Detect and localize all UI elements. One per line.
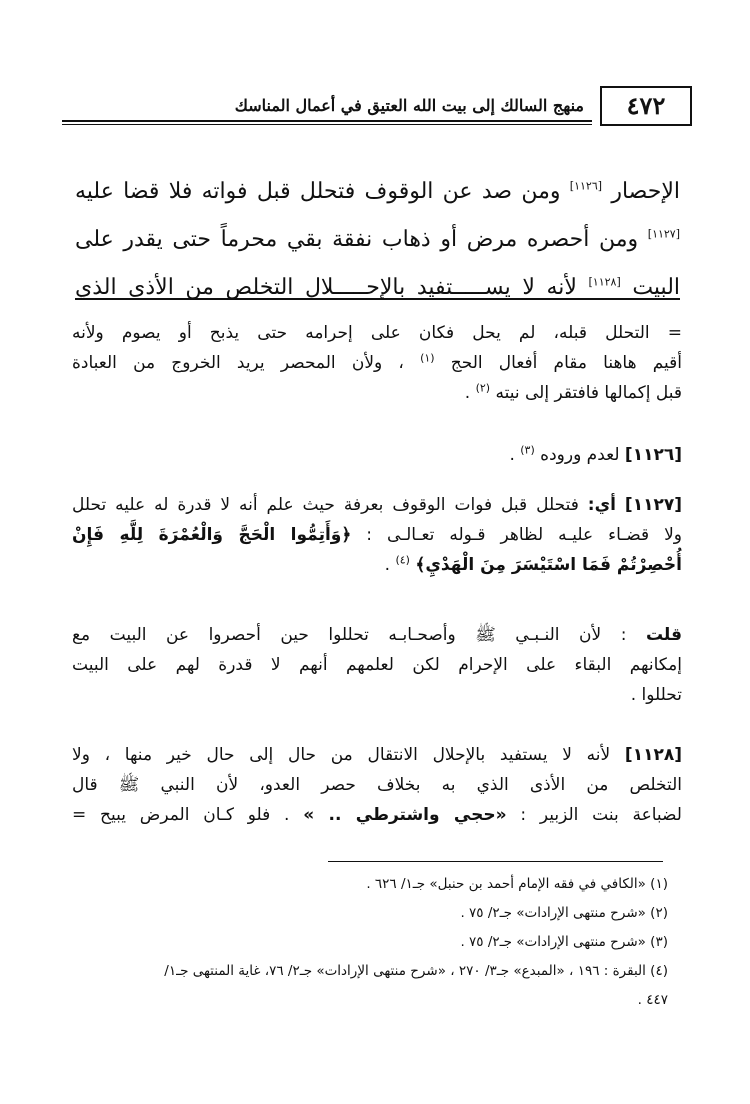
commentary-1127: [١١٢٧] أي: فتحلل قبل فوات الوقوف بعرفة حيث علم أنه لا قدرة له عليه تحلل ولا قضـاء عليـه لظاهر قـوله تعـالـى : ﴿وَأَتِمُّوا الْحَجَّ وَالْعُمْرَةَ لِلَّهِ فَإِنْ أُحْصِرْتُمْ فَمَا اسْتَيْسَرَ مِنَ الْهَدْيِ﴾ $^{(٤)}$ . [72,495,682,575]
footnote-2: (٢) «شرح منتهى الإرادات» جـ٢/ ٧٥ . [460,905,668,921]
quran-verse: أُحْصِرْتُمْ فَمَا اسْتَيْسَرَ مِنَ الْهَدْيِ﴾ [415,555,682,575]
footnote-ref-1126: [١١٢٦] [569,179,603,193]
commentary-qult: قلت : لأن النـبـي ﷺ وأصحـابـه تحللوا حين أحصروا عن البيت مع إمكانهم البقاء على الإحرام لكن لعلمهم أنهم لا قدرة لهم على البيت تحللوا . [72,625,683,705]
commentary-1126: [١١٢٦] لعدم وروده $^{(٣)}$ . [509,443,682,465]
footnote-4-cont: ٤٤٧ . [637,992,668,1008]
header-rule-thin [62,124,592,125]
footnote-3: (٣) «شرح منتهى الإرادات» جـ٢/ ٧٥ . [460,934,668,950]
page-number: ٤٧٢ [600,86,692,126]
commentary-1128: [١١٢٨] لأنه لا يستفيد بالإحلال الانتقال من حال إلى حال خير منها ، ولا التخلص من الأذى الذي به بخلاف حصر العدو، لأن النبي ﷺ قال لضباعة بنت الزبير : «حجي واشترطي .. » . فلو كـان المرض يبيح = [72,745,682,825]
footnote-separator [328,861,663,862]
note-number: [١١٢٦] [624,445,682,465]
main-text-rule [75,298,680,300]
quran-verse: ﴿وَأَتِمُّوا الْحَجَّ وَالْعُمْرَةَ لِلَّهِ فَإِنْ [72,525,352,545]
running-header [62,86,692,130]
main-text [75,168,680,312]
header-rule [62,120,592,122]
footnotes [72,870,668,1015]
commentary-continuation: = التحلل قبله، لم يحل فكان على إحرامه حتى يذبح أو يصوم ولأنه أقيم هاهنا مقام أفعال الحج $^{(١)}$ ، ولأن المحصر يريد الخروج من العبادة قبل إكمالها فافتقر إلى نيته $^{(٢)}$ . [72,323,683,403]
note-number: [١١٢٧] [624,495,682,515]
footnote-4: (٤) البقرة : ١٩٦ ، «المبدع» جـ٣/ ٢٧٠ ، «شرح منتهى الإرادات» جـ٢/ ٧٦، غاية المنتهى جـ١/ [164,963,668,979]
footnote-1: (١) «الكافي في فقه الإمام أحمد بن حنبل» جـ١/ ٦٢٦ . [366,876,668,892]
note-number: [١١٢٨] [624,745,682,765]
book-title: منهج السالك إلى بيت الله العتيق في أعمال المناسك [234,96,584,115]
hadith-quote: «حجي واشترطي .. » [303,805,507,825]
main-line-2: [١١٢٧] ومن أحصره مرض أو ذهاب نفقة بقي محرماً حتى يقدر على [75,227,681,252]
main-line-3: البيت [١١٢٨] لأنه لا يســـــتفيد بالإحـــــلال التخلص من الأذى الذي [75,275,681,300]
footnote-ref-1127: [١١٢٧] [647,227,681,241]
main-line-1: الإحصار [١١٢٦] ومن صد عن الوقوف فتحلل قبل فواته فلا قضا عليه [75,179,680,204]
qult-label: قلت [645,625,683,645]
footnote-ref-1128: [١١٢٨] [588,275,621,289]
